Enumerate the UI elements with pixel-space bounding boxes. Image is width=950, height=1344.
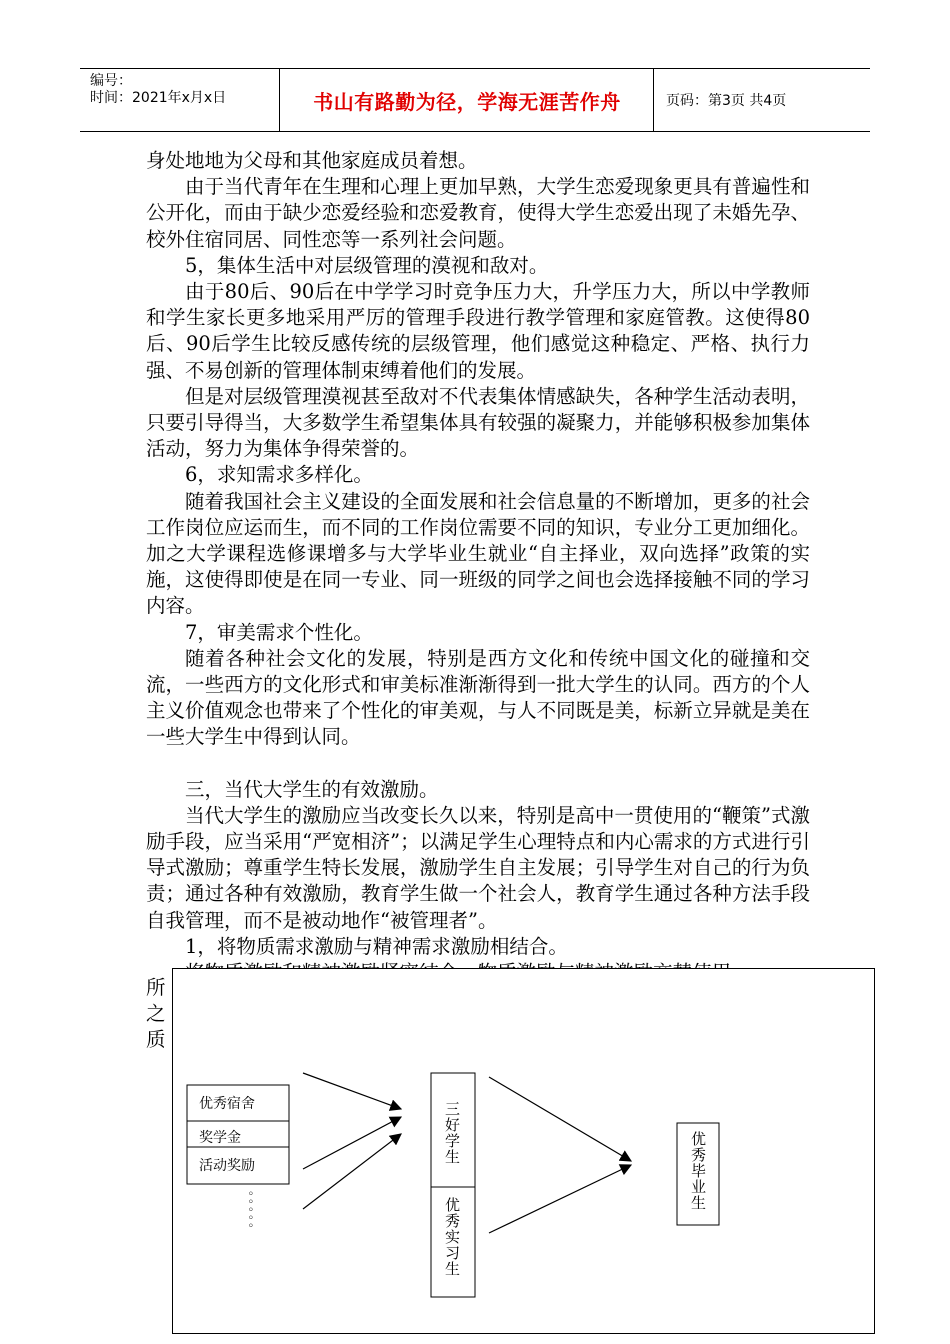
left-item-dorm: 优秀宿舍 — [199, 1096, 255, 1112]
incentive-diagram — [172, 968, 875, 1334]
partial-line: 质 — [146, 1028, 166, 1052]
number-label: 编号： — [90, 73, 132, 89]
paragraph: 三，当代大学生的有效激励。 — [185, 777, 439, 801]
arrow-line — [303, 1117, 401, 1169]
time-label: 时间：2021年x月x日 — [90, 90, 227, 106]
left-item-activity: 活动奖励 — [199, 1158, 255, 1174]
document-body — [146, 148, 810, 986]
arrow-line — [489, 1165, 631, 1233]
paragraph: 由于当代青年在生理和心理上更加早熟，大学生恋爱现象更具有普遍性和公开化，而由于缺少恋爱经验和恋爱教育，使得大学生恋爱出现了未婚先孕、校外住宿同居、同性恋等一系列社会问题。 — [146, 175, 810, 251]
partial-line: 之 — [146, 1002, 166, 1026]
partial-lines — [146, 975, 166, 1054]
right-item-graduate: 优秀毕业生 — [689, 1131, 707, 1211]
paragraph: 随着各种社会文化的发展，特别是西方文化和传统中国文化的碰撞和交流，一些西方的文化形式和审美标准渐渐得到一批大学生的认同。西方的个人主义价值观念也带来了个性化的审美观，与人不同既是美，标新立异就是美在一些大学生中得到认同。 — [146, 646, 810, 749]
paragraph: 7，审美需求个性化。 — [185, 620, 373, 644]
paragraph: 1，将物质需求激励与精神需求激励相结合。 — [185, 934, 568, 958]
header-motto: 书山有路勤为径，学海无涯苦作舟 — [281, 69, 654, 131]
diagram-lines — [173, 969, 876, 1335]
arrow-line — [489, 1077, 631, 1161]
middle-item-three-good: 三好学生 — [443, 1101, 461, 1165]
arrow-line — [303, 1073, 401, 1109]
paragraph: 5，集体生活中对层级管理的漠视和敌对。 — [185, 253, 549, 277]
paragraph-gap — [146, 751, 810, 777]
partial-line: 所 — [146, 976, 166, 999]
ellipsis-dots: 。。。。。 — [240, 1191, 254, 1237]
page-header — [80, 68, 870, 132]
paragraph: 身处地地为父母和其他家庭成员着想。 — [146, 149, 478, 172]
paragraph: 但是对层级管理漠视甚至敌对不代表集体情感缺失，各种学生活动表明，只要引导得当，大多数学生希望集体具有较强的凝聚力，并能够积极参加集体活动，努力为集体争得荣誉的。 — [146, 384, 810, 461]
paragraph: 当代大学生的激励应当改变长久以来，特别是高中一贯使用的“鞭策”式激励手段，应当采用“严宽相济”；以满足学生心理特点和内心需求的方式进行引导式激励；尊重学生特长发展，激励学生自主发展；引导学生对自己的行为负责；通过各种有效激励，教育学生做一个社会人，教育学生通过各种方法手段自我管理，而不是被动地作“被管理者”。 — [146, 803, 810, 932]
middle-item-intern: 优秀实习生 — [443, 1197, 461, 1277]
paragraph: 随着我国社会主义建设的全面发展和社会信息量的不断增加，更多的社会工作岗位应运而生，而不同的工作岗位需要不同的知识，专业分工更加细化。加之大学课程选修课增多与大学毕业生就业“自主择业，双向选择”政策的实施，这使得即使是在同一专业、同一班级的同学之间也会选择接触不同的学习内容。 — [146, 489, 810, 618]
page-info: 页码：第3页 共4页 — [666, 93, 787, 109]
left-item-scholarship: 奖学金 — [199, 1130, 241, 1146]
paragraph: 6，求知需求多样化。 — [185, 463, 373, 487]
header-meta — [80, 69, 280, 131]
paragraph: 由于80后、90后在中学学习时竞争压力大，升学压力大，所以中学教师和学生家长更多地采用严厉的管理手段进行教学管理和家庭管教。这使得80后、90后学生比较反感传统的层级管理，他们感觉这种稳定、严格、执行力强、不易创新的管理体制束缚着他们的发展。 — [146, 280, 810, 382]
arrow-line — [303, 1134, 401, 1209]
